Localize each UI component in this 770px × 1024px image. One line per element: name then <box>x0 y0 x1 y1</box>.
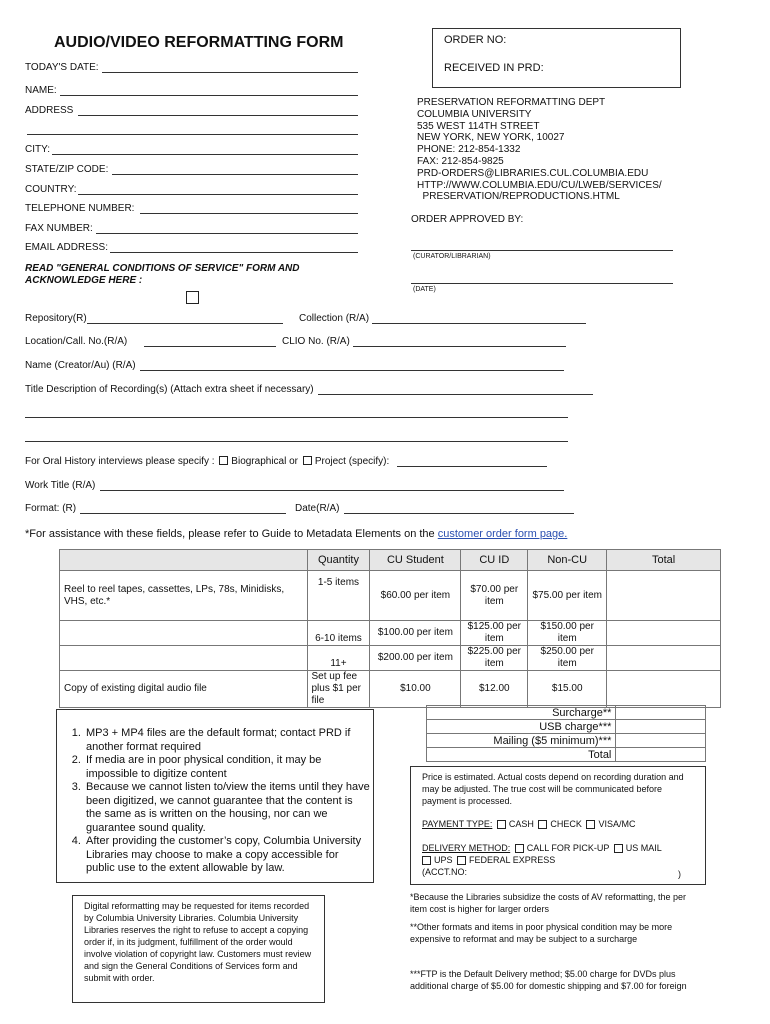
telephone-label: TELEPHONE NUMBER: <box>25 203 135 214</box>
telephone-field[interactable] <box>140 213 358 214</box>
received-label: RECEIVED IN PRD: <box>444 62 544 74</box>
customer-order-form-link[interactable]: customer order form page. <box>437 528 568 540</box>
charge-row <box>427 706 706 720</box>
visa-label: VISA/MC <box>598 819 636 829</box>
dept-email[interactable]: PRD-ORDERS@LIBRARIES.CUL.COLUMBIA.EDU <box>417 167 649 179</box>
charge-row <box>427 734 706 748</box>
fax-label: FAX NUMBER: <box>25 223 93 234</box>
table-row <box>60 646 721 671</box>
row-total[interactable] <box>607 646 721 671</box>
row-desc: Reel to reel tapes, cassettes, LPs, 78s, Minidisks, VHS, etc.* <box>60 571 308 621</box>
row-qty: 1-5 items <box>307 571 370 621</box>
copyright-text: Digital reformatting may be requested for items recorded by Columbia University Libraries. Columbia University Libraries reserves the right to refuse to accept a copying order if, in its judgment, fulfillment of the order would involve violation of copyright law. Customers must review and sign the General Conditions of Services form and submit with order. <box>84 901 312 983</box>
charge-value[interactable] <box>616 748 706 762</box>
acct-field[interactable] <box>470 876 675 877</box>
row-cuid: $12.00 <box>461 671 528 708</box>
dept-line: COLUMBIA UNIVERSITY <box>417 108 532 120</box>
project-checkbox[interactable] <box>303 456 312 465</box>
row-student: $100.00 per item <box>370 621 461 646</box>
dept-line: PHONE: 212-854-1332 <box>417 144 521 156</box>
format-label: Format: (R) <box>25 503 77 514</box>
order-approved-label: ORDER APPROVED BY: <box>411 214 524 225</box>
row-noncu: $15.00 <box>528 671 607 708</box>
title-desc-label: Title Description of Recording(s) (Attach extra sheet if necessary) <box>25 384 314 395</box>
footnote-2: **Other formats and items in poor physical condition may be more expensive to reformat and may be subject to a surcharge <box>410 922 673 944</box>
dept-url-cont: PRESERVATION/REPRODUCTIONS.HTML <box>417 191 620 203</box>
table-row <box>60 571 721 621</box>
oral-history-label: For Oral History interviews please specify : <box>25 456 215 467</box>
row-cuid: $225.00 per item <box>461 646 528 671</box>
note-item: 2. If media are in poor physical condition, it may be impossible to digitize content <box>84 754 370 781</box>
acct-close: ) <box>678 869 681 879</box>
title-desc-field-2[interactable] <box>25 417 568 418</box>
clio-field[interactable] <box>353 346 566 347</box>
date-label: Date(R/A) <box>295 503 340 514</box>
ups-checkbox[interactable] <box>422 856 431 865</box>
title-desc-field[interactable] <box>318 394 593 395</box>
country-label: COUNTRY: <box>25 184 77 195</box>
todays-date-field[interactable] <box>102 72 358 73</box>
check-label: CHECK <box>550 819 582 829</box>
dept-url[interactable]: HTTP://WWW.COLUMBIA.EDU/CU/LWEB/SERVICES/ <box>417 179 662 191</box>
collection-field[interactable] <box>372 323 586 324</box>
collection-label: Collection (R/A) <box>299 313 370 324</box>
conditions-checkbox[interactable] <box>186 291 199 304</box>
charge-value[interactable] <box>616 734 706 748</box>
clio-label: CLIO No. (R/A) <box>282 336 350 347</box>
assistance-note <box>25 528 567 540</box>
row-desc <box>60 646 308 671</box>
repository-label: Repository(R) <box>25 313 87 324</box>
order-no-label: ORDER NO: <box>444 34 507 46</box>
charge-row <box>427 720 706 734</box>
row-student: $60.00 per item <box>370 571 461 621</box>
notes-list <box>62 727 370 876</box>
location-label: Location/Call. No.(R/A) <box>25 336 128 347</box>
charge-label: Total <box>427 748 616 762</box>
row-student: $200.00 per item <box>370 646 461 671</box>
repository-field[interactable] <box>87 323 283 324</box>
dept-line: PRESERVATION REFORMATTING DEPT <box>417 97 606 108</box>
or-label: or <box>289 456 299 467</box>
row-qty: 6-10 items <box>307 621 370 646</box>
name-creator-field[interactable] <box>140 370 564 371</box>
form-title: AUDIO/VIDEO REFORMATTING FORM <box>54 34 344 51</box>
visa-checkbox[interactable] <box>586 820 595 829</box>
curator-signature-line[interactable] <box>411 250 673 251</box>
country-field[interactable] <box>78 194 358 195</box>
header-total: Total <box>607 550 721 571</box>
acct-label: (ACCT.NO: <box>422 867 467 877</box>
name-creator-label: Name (Creator/Au) (R/A) <box>25 360 136 371</box>
row-qty: Set up fee plus $1 per file <box>307 671 370 708</box>
address-field-2[interactable] <box>27 134 358 135</box>
charges-table <box>426 705 706 762</box>
note-item: 1. MP3 + MP4 files are the default format; contact PRD if another format required <box>84 727 370 754</box>
price-table <box>59 549 721 708</box>
address-field[interactable] <box>78 115 358 116</box>
fax-field[interactable] <box>96 233 358 234</box>
work-title-field[interactable] <box>100 490 564 491</box>
assistance-text: *For assistance with these fields, please refer to Guide to Metadata Elements on the <box>25 528 435 540</box>
conditions-text: READ "GENERAL CONDITIONS OF SERVICE" FORM AND ACKNOWLEDGE HERE : <box>25 263 300 286</box>
biographical-checkbox[interactable] <box>219 456 228 465</box>
work-title-label: Work Title (R/A) <box>25 480 96 491</box>
name-field[interactable] <box>60 95 358 96</box>
payment-type-line <box>422 819 635 830</box>
notes-list-wrap <box>62 727 370 876</box>
us-mail-label: US MAIL <box>625 843 662 853</box>
header-cu-id: CU ID <box>461 550 528 571</box>
row-desc <box>60 621 308 646</box>
project-field[interactable] <box>397 466 547 467</box>
city-label: CITY: <box>25 144 51 155</box>
header-cu-student: CU Student <box>370 550 461 571</box>
cash-label: CASH <box>508 819 534 829</box>
table-header-row <box>60 550 721 571</box>
date-field[interactable] <box>344 513 574 514</box>
header-cell-empty <box>60 550 308 571</box>
row-noncu: $150.00 per item <box>528 621 607 646</box>
location-field[interactable] <box>144 346 276 347</box>
header-quantity: Quantity <box>307 550 370 571</box>
delivery-line-2 <box>422 855 555 866</box>
row-qty: 11+ <box>307 646 370 671</box>
fedex-label: FEDERAL EXPRESS <box>469 855 556 865</box>
delivery-line <box>422 843 662 854</box>
estimate-text: Price is estimated. Actual costs depend on recording duration and may be adjusted. The true cost will be communicated before payment is processed. <box>422 772 684 806</box>
approval-date-line[interactable] <box>411 283 673 284</box>
email-label: EMAIL ADDRESS: <box>25 242 108 253</box>
dept-line: NEW YORK, NEW YORK, 10027 <box>417 132 565 144</box>
project-label: Project (specify): <box>314 456 390 467</box>
note-item: 3. Because we cannot listen to/view the items until they have been digitized, we cannot guarantee that the content is the same as is written on the housing, nor can we guarantee sound quality. <box>84 781 370 835</box>
todays-date-label: TODAY'S DATE: <box>25 62 99 73</box>
city-field[interactable] <box>52 154 358 155</box>
email-field[interactable] <box>110 252 358 253</box>
row-cuid: $125.00 per item <box>461 621 528 646</box>
delivery-method-label: DELIVERY METHOD: <box>422 843 511 853</box>
row-desc: Copy of existing digital audio file <box>60 671 308 708</box>
charge-label: USB charge*** <box>427 720 616 734</box>
oral-history-line <box>25 456 389 467</box>
charge-label: Mailing ($5 minimum)*** <box>427 734 616 748</box>
cash-checkbox[interactable] <box>497 820 506 829</box>
biographical-label: Biographical <box>231 456 287 467</box>
row-total[interactable] <box>607 671 721 708</box>
state-zip-label: STATE/ZIP CODE: <box>25 164 109 175</box>
payment-type-label: PAYMENT TYPE: <box>422 819 493 829</box>
table-row <box>60 671 721 708</box>
footnote-3: ***FTP is the Default Delivery method; $5.00 charge for DVDs plus additional charge of $5.00 for domestic shipping and $7.00 for foreign <box>410 969 687 991</box>
dept-line: 535 WEST 114TH STREET <box>417 120 540 132</box>
check-checkbox[interactable] <box>538 820 547 829</box>
footnote-1: *Because the Libraries subsidize the costs of AV reformatting, the per item cost is higher for larger orders <box>410 892 686 914</box>
title-desc-field-3[interactable] <box>25 441 568 442</box>
pickup-label: CALL FOR PICK-UP <box>526 843 610 853</box>
charge-value[interactable] <box>616 706 706 720</box>
name-label: NAME: <box>25 85 57 96</box>
approval-date-label: (DATE) <box>413 286 436 293</box>
note-item: 4. After providing the customer’s copy, Columbia University Libraries may choose to make a copy accessible for public use to the extent allowable by law. <box>84 835 370 876</box>
ups-label: UPS <box>434 855 453 865</box>
fedex-checkbox[interactable] <box>457 856 466 865</box>
row-total[interactable] <box>607 621 721 646</box>
dept-info <box>417 97 662 203</box>
state-zip-field[interactable] <box>112 174 358 175</box>
address-label: ADDRESS <box>25 105 74 116</box>
charge-row <box>427 748 706 762</box>
us-mail-checkbox[interactable] <box>614 844 623 853</box>
charge-value[interactable] <box>616 720 706 734</box>
row-total[interactable] <box>607 571 721 621</box>
header-non-cu: Non-CU <box>528 550 607 571</box>
row-noncu: $250.00 per item <box>528 646 607 671</box>
row-student: $10.00 <box>370 671 461 708</box>
pickup-checkbox[interactable] <box>515 844 524 853</box>
format-field[interactable] <box>80 513 286 514</box>
row-cuid: $70.00 per item <box>461 571 528 621</box>
dept-line: FAX: 212-854-9825 <box>417 155 504 167</box>
table-row <box>60 621 721 646</box>
charge-label: Surcharge** <box>427 706 616 720</box>
row-noncu: $75.00 per item <box>528 571 607 621</box>
curator-label: (CURATOR/LIBRARIAN) <box>413 253 491 260</box>
